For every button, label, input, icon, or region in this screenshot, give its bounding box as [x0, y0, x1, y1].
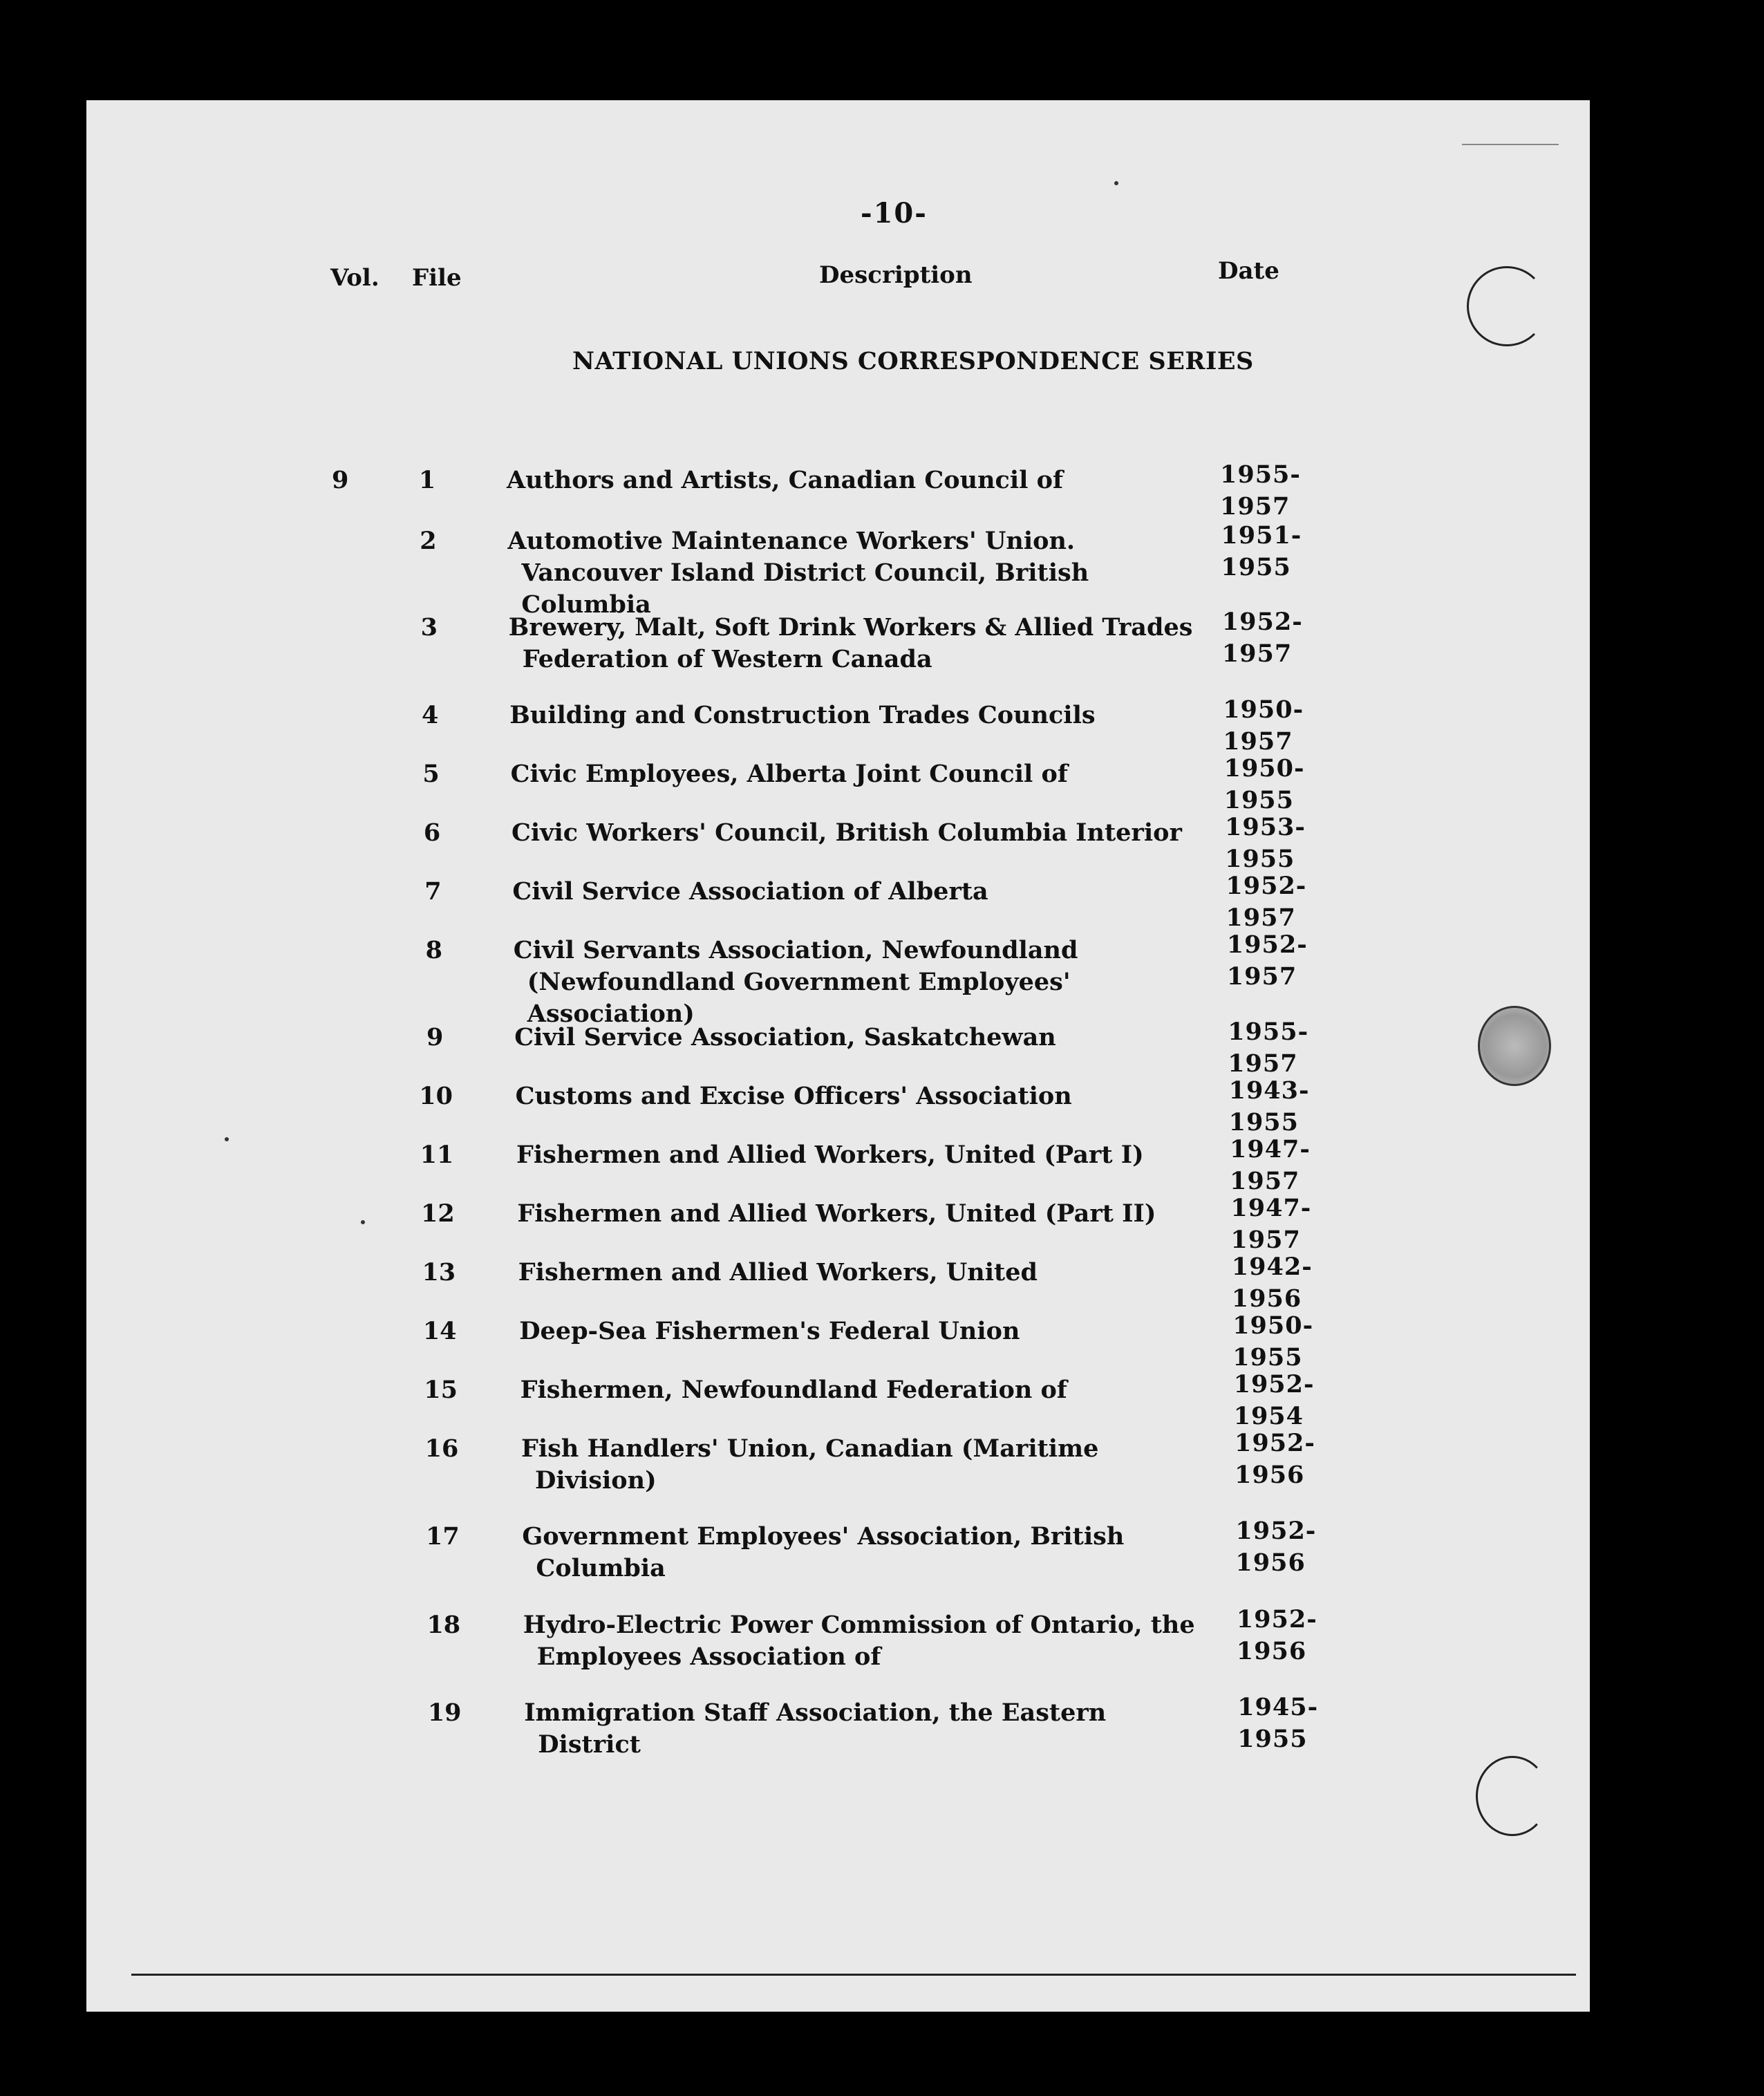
entry-file-number: 5: [422, 760, 440, 788]
entry-description: [509, 700, 1208, 731]
entry-date: 1952-1956: [1235, 1429, 1315, 1489]
column-header-description: Description: [819, 261, 973, 289]
entry-description-line: Civil Service Association of Alberta: [512, 877, 988, 906]
entry-description: [507, 465, 1205, 496]
entry-description: [516, 1139, 1214, 1171]
binder-hole-middle: [1478, 1006, 1551, 1086]
entry-description: [514, 935, 1212, 1030]
top-right-rule: [1462, 144, 1559, 145]
entry-description: [517, 1198, 1215, 1230]
entry-description-line: Government Employees' Association, British: [522, 1522, 1125, 1551]
entry-description: [512, 876, 1210, 908]
entry-description-line: Brewery, Malt, Soft Drink Workers & Allied Trades: [508, 613, 1193, 642]
entry-description-line: Hydro-Electric Power Commission of Ontario, the: [523, 1611, 1195, 1639]
entry-description: [523, 1609, 1221, 1673]
entry-file-number: 16: [424, 1434, 459, 1463]
entry-description-line: Vancouver Island District Council, British Columbia: [521, 559, 1089, 619]
entry-description: [514, 1022, 1212, 1054]
entry-date: 1947-1957: [1230, 1135, 1311, 1195]
entry-description: [524, 1697, 1222, 1761]
entry-file-number: 14: [422, 1317, 457, 1345]
column-header-file: File: [412, 264, 462, 292]
entry-file-number: 18: [426, 1611, 461, 1639]
entry-file-number: 11: [420, 1141, 454, 1169]
entry-description-line: Civil Servants Association, Newfoundland: [513, 936, 1078, 964]
entry-description-line: Federation of Western Canada: [522, 645, 932, 673]
entry-file-number: 19: [427, 1699, 462, 1727]
entry-description-line: Columbia: [536, 1554, 666, 1582]
binder-hole-bottom: [1476, 1756, 1549, 1836]
entry-file-number: 12: [421, 1199, 455, 1228]
entry-description-line: Fishermen, Newfoundland Federation of: [520, 1376, 1067, 1404]
entry-date: 1952-1957: [1221, 608, 1303, 668]
entry-description-line: District: [538, 1730, 641, 1759]
entry-file-number: 15: [424, 1376, 458, 1404]
entry-volume: 9: [332, 466, 349, 494]
entry-description-line: Fishermen and Allied Workers, United (Part I): [516, 1141, 1144, 1169]
entry-description: [522, 1521, 1220, 1584]
entry-description-line: Immigration Staff Association, the Eastern: [524, 1699, 1107, 1727]
entry-file-number: 2: [420, 527, 437, 555]
entry-file-number: 10: [419, 1082, 453, 1110]
entry-file-number: 6: [423, 818, 441, 847]
entry-date: 1955-1957: [1220, 460, 1301, 521]
entry-file-number: 1: [418, 466, 436, 494]
entry-date: 1947-1957: [1230, 1194, 1312, 1254]
entry-file-number: 3: [420, 613, 438, 642]
entry-description: [511, 758, 1209, 790]
column-header-date: Date: [1218, 257, 1279, 285]
scan-speck: [361, 1220, 365, 1224]
scan-speck: [1114, 181, 1118, 185]
entry-date: 1952-1956: [1235, 1517, 1317, 1577]
entry-description-line: Authors and Artists, Canadian Council of: [507, 466, 1063, 494]
entry-date: 1951-1955: [1221, 521, 1302, 581]
entry-description-line: Fishermen and Allied Workers, United: [518, 1258, 1038, 1286]
column-header-vol: Vol.: [330, 264, 379, 292]
entry-date: 1952-1956: [1236, 1605, 1317, 1665]
entry-description-line: Fish Handlers' Union, Canadian (Maritime: [521, 1434, 1099, 1463]
entry-description-line: Division): [535, 1466, 657, 1495]
entry-file-number: 13: [422, 1258, 456, 1286]
entry-date: 1950-1957: [1223, 695, 1304, 756]
page-number: -10-: [861, 197, 928, 230]
binder-hole-top: [1467, 266, 1547, 346]
entry-file-number: 7: [424, 877, 442, 906]
entry-description-line: Employees Association of: [536, 1643, 881, 1671]
entry-description: [516, 1080, 1214, 1112]
entry-date: 1950-1955: [1232, 1311, 1314, 1372]
entry-description: [509, 612, 1207, 675]
bottom-rule: [131, 1974, 1576, 1976]
entry-date: 1955-1957: [1228, 1018, 1309, 1078]
series-title: NATIONAL UNIONS CORRESPONDENCE SERIES: [572, 347, 1254, 375]
entry-description: [520, 1374, 1219, 1406]
entry-file-number: 9: [426, 1023, 444, 1051]
entry-description-line: Deep-Sea Fishermen's Federal Union: [519, 1317, 1020, 1345]
entry-date: 1950-1955: [1223, 754, 1305, 814]
entry-file-number: 4: [422, 701, 439, 729]
entry-date: 1942-1956: [1231, 1253, 1313, 1313]
entry-date: 1943-1955: [1228, 1076, 1310, 1136]
entry-date: 1952-1957: [1226, 930, 1308, 991]
entry-description-line: Civic Workers' Council, British Columbia Interior: [512, 818, 1182, 847]
entry-description-line: Civil Service Association, Saskatchewan: [514, 1023, 1056, 1051]
entry-date: 1953-1955: [1225, 813, 1306, 873]
entry-description: [507, 525, 1205, 621]
entry-file-number: 17: [426, 1522, 460, 1551]
entry-description: [521, 1433, 1219, 1497]
entry-description-line: (Newfoundland Government Employees' Association): [527, 968, 1071, 1028]
entry-date: 1952-1957: [1226, 872, 1307, 932]
scan-speck: [225, 1137, 229, 1141]
entry-description: [518, 1257, 1217, 1289]
entry-date: 1952-1954: [1233, 1370, 1315, 1430]
entry-description-line: Automotive Maintenance Workers' Union.: [507, 527, 1076, 555]
entry-date: 1945-1955: [1237, 1693, 1319, 1753]
entry-description: [519, 1316, 1217, 1347]
entry-description-line: Customs and Excise Officers' Association: [515, 1082, 1072, 1110]
entry-description: [512, 817, 1210, 849]
entry-file-number: 8: [425, 936, 442, 964]
entry-description-line: Building and Construction Trades Councils: [509, 701, 1096, 729]
entry-description-line: Civic Employees, Alberta Joint Council of: [510, 760, 1068, 788]
entry-description-line: Fishermen and Allied Workers, United (Part II): [517, 1199, 1156, 1228]
